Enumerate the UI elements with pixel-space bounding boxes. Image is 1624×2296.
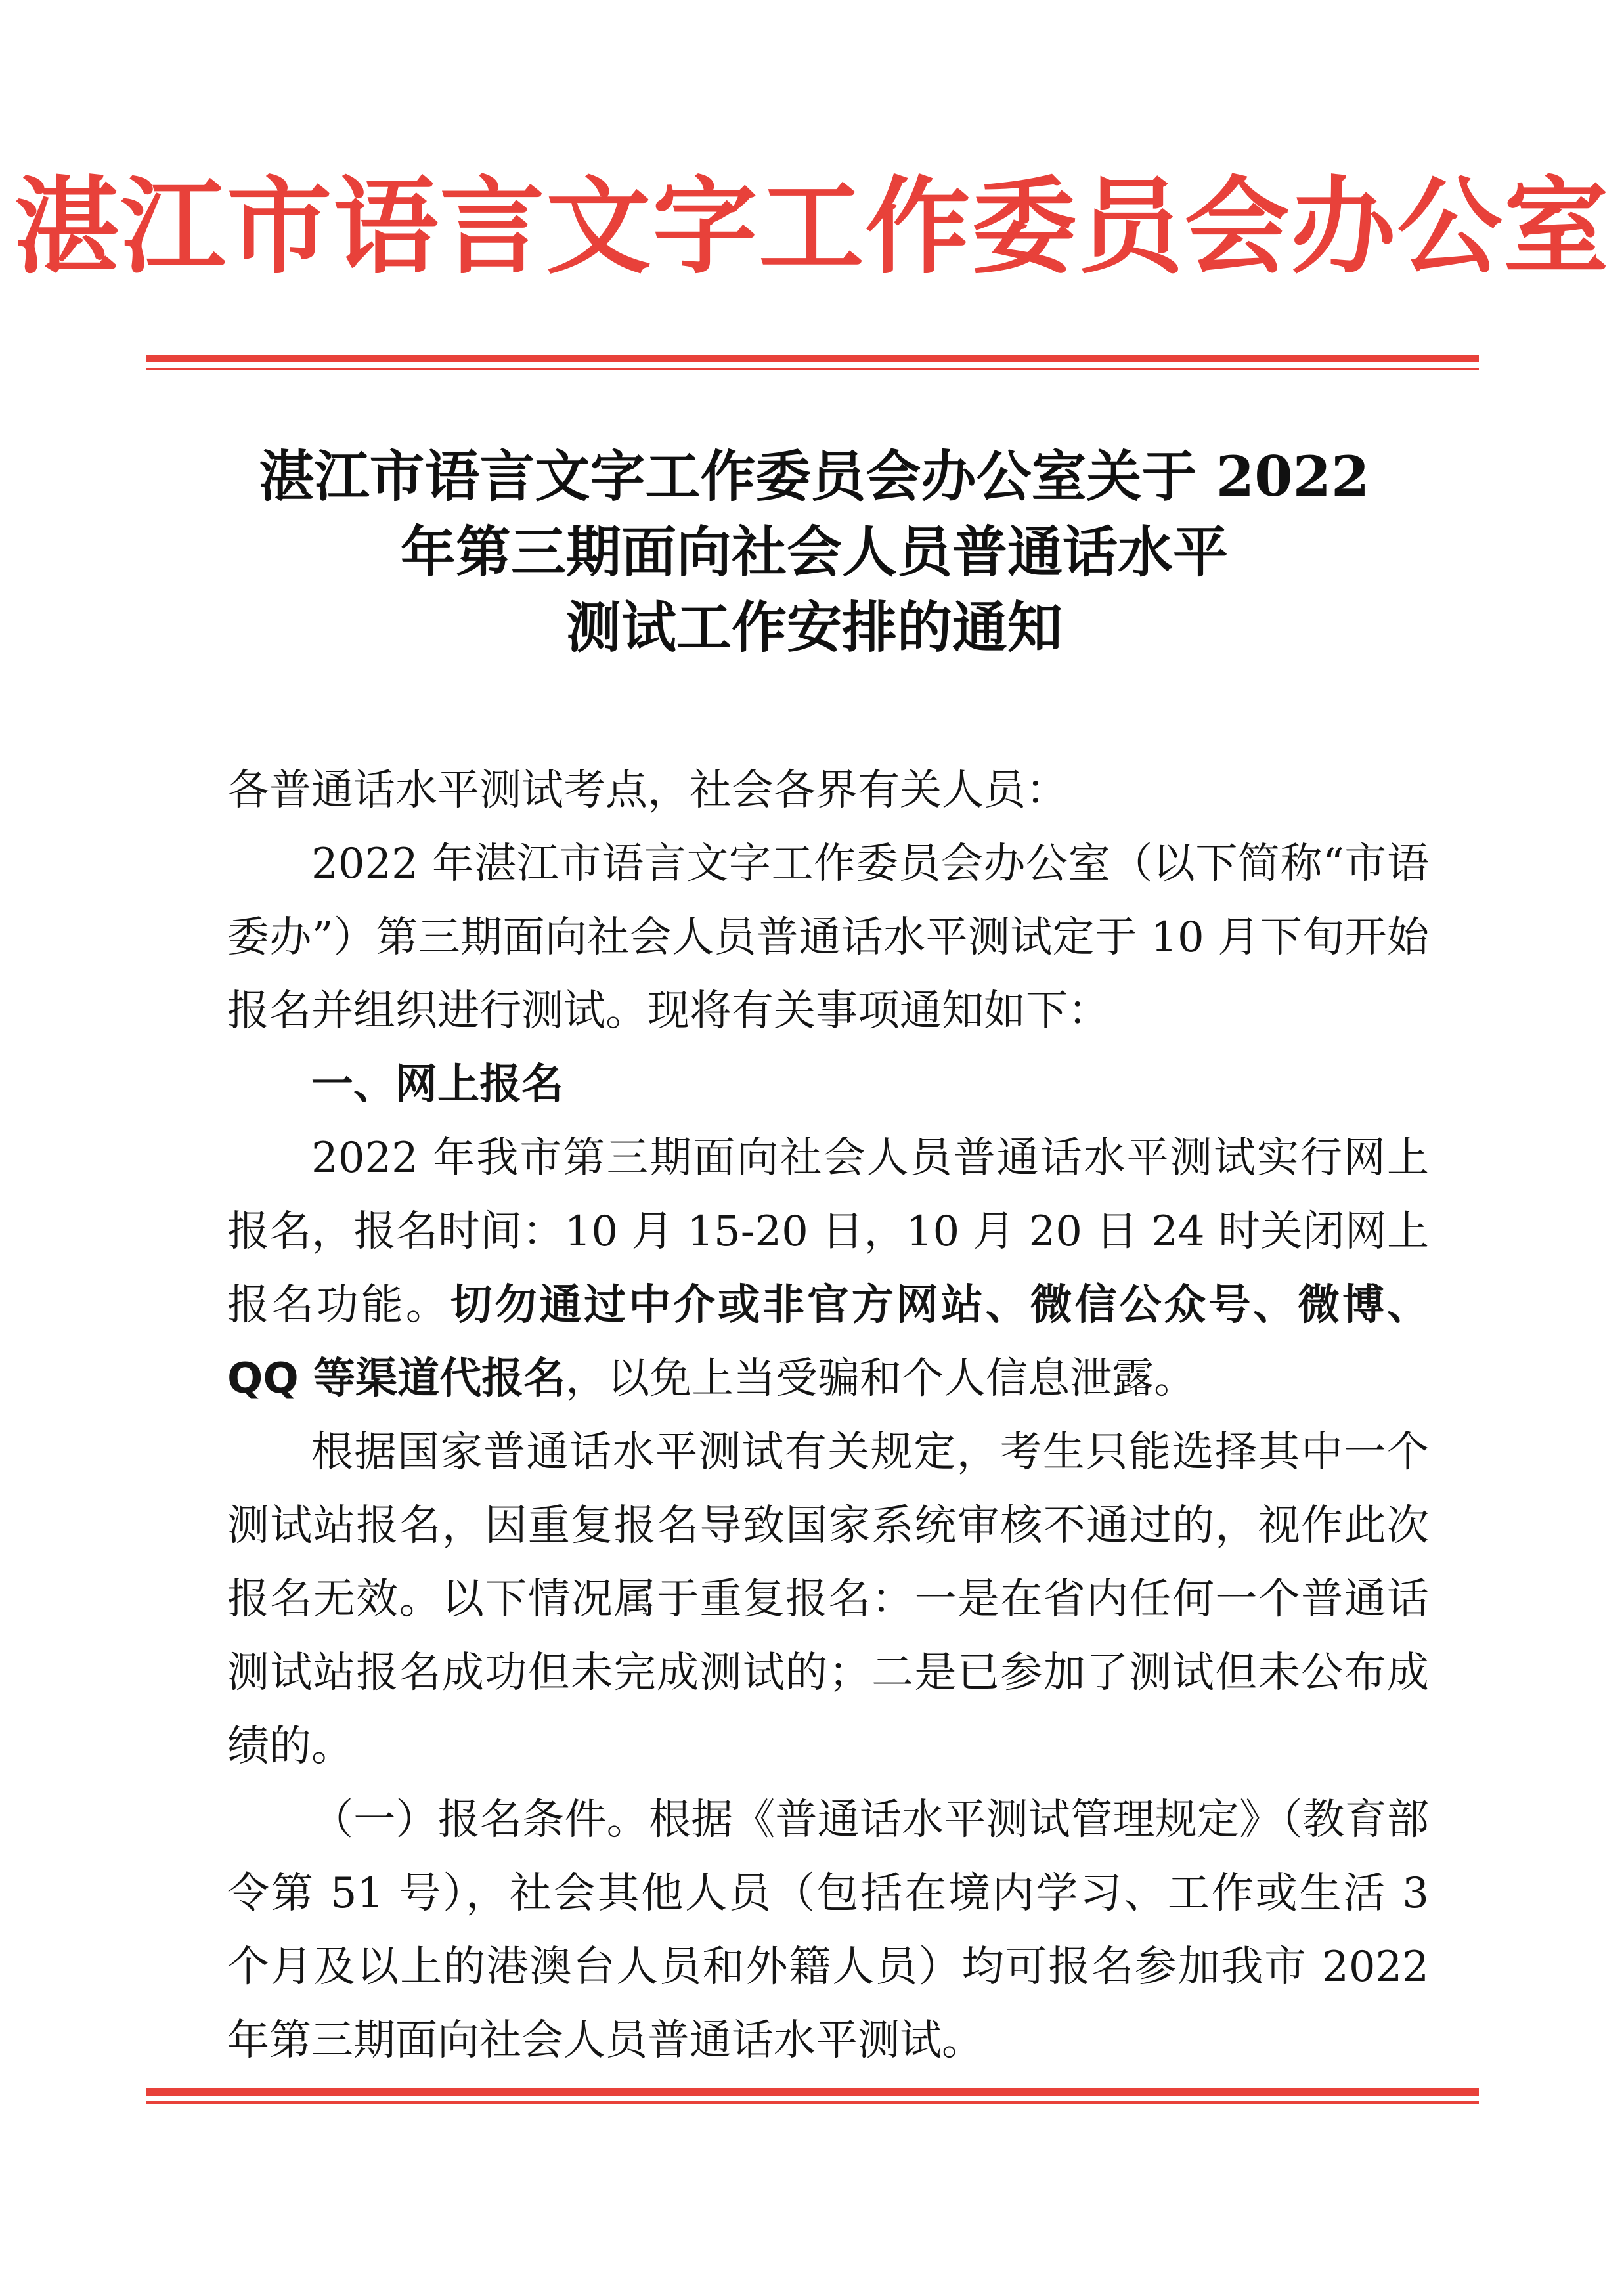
- salutation: 各普通话水平测试考点，社会各界有关人员：: [227, 766, 1068, 815]
- document-body: [227, 754, 1429, 2077]
- registration-conditions-paragraph: （一）报名条件。根据《普通话水平测试管理规定》（教育部令第 51 号），社会其他人员（包括在境内学习、工作或生活 3 个月及以上的港澳台人员和外籍人员）均可报名参加我市 2022 年第三期面向社会人员普通话水平测试。: [227, 1796, 1429, 2065]
- registration-time-paragraph: [227, 1121, 1429, 1416]
- document-title: [197, 439, 1432, 665]
- registration-warning-text: 切勿通过中介或非官方网站、微信公众号、微博、QQ 等渠道代报名: [227, 1281, 1430, 1403]
- letterhead-org-name: 湛江市语言文字工作委员会办公室: [14, 165, 1610, 288]
- document-title-line-3: 测试工作安排的通知: [565, 595, 1063, 660]
- intro-paragraph: 2022 年湛江市语言文字工作委员会办公室（以下简称“市语委办”）第三期面向社会人员普通话水平测试定于 10 月下旬开始报名并组织进行测试。现将有关事项通知如下：: [227, 840, 1429, 1035]
- registration-warning-tail: ，以免上当受骗和个人信息泄露。: [565, 1354, 1196, 1403]
- duplicate-registration-paragraph: 根据国家普通话水平测试有关规定，考生只能选择其中一个测试站报名，因重复报名导致国家系统审核不通过的，视作此次报名无效。以下情况属于重复报名：一是在省内任何一个普通话测试站报名成功但未完成测试的；二是已参加了测试但未公布成绩的。: [227, 1428, 1429, 1771]
- document-title-line-1: 湛江市语言文字工作委员会办公室关于 2022: [259, 444, 1370, 509]
- document-title-line-2: 年第三期面向社会人员普通话水平: [400, 519, 1228, 584]
- registration-time-text: 2022 年我市第三期面向社会人员普通话水平测试实行网上报名，报名时间：10 月 15-20 日，10 月 20 日 24 时关闭网上报名功能。: [227, 1134, 1429, 1330]
- section-heading-online-registration: 一、网上报名: [311, 1060, 563, 1109]
